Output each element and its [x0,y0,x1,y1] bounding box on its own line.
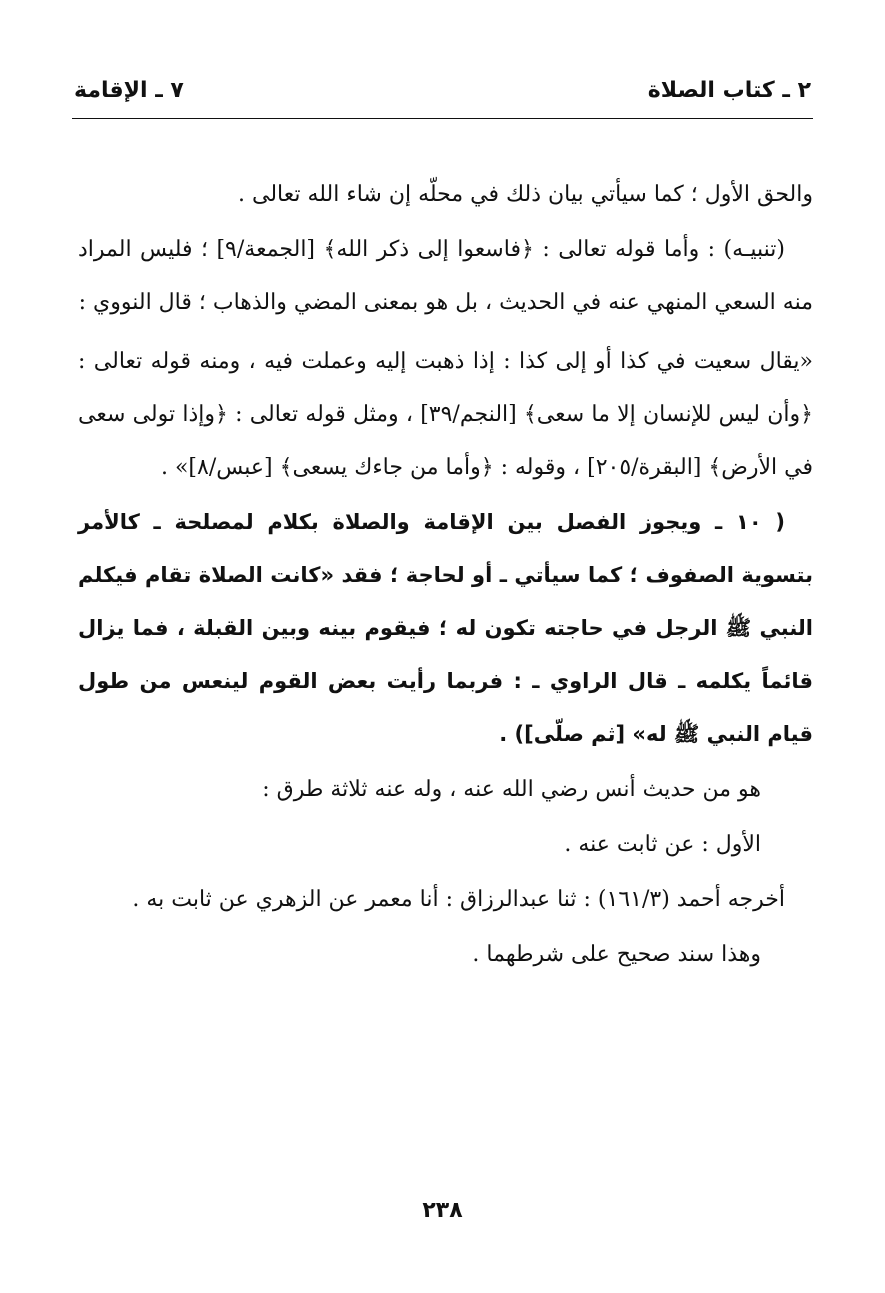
page-number: ٢٣٨ [422,1198,463,1223]
paragraph-first-route: الأول : عن ثابت عنه . [564,832,761,857]
paragraph-note: (تنبيـه) : وأما قوله تعالى : ﴿فاسعوا إلى ذكر الله﴾ [الجمعة/٩] ؛ فليس المراد منه السعي المنهي عنه في الحديث ، بل هو بمعنى المضي والذهاب ؛ قال النووي : [78,237,813,315]
running-header [72,70,813,119]
body-text [78,168,813,981]
paragraph-hadith-source: هو من حديث أنس رضي الله عنه ، وله عنه ثلاثة طرق : [262,777,761,802]
chapter-title: ٧ ـ الإقامة [74,78,184,103]
paragraph-chain-grading: وهذا سند صحيح على شرطهما . [472,942,761,967]
paragraph-nawawi-quote: «يقال سعيت في كذا أو إلى كذا : إذا ذهبت إليه وعملت فيه ، ومنه قوله تعالى : ﴿وأن ليس للإنسان إلا ما سعى﴾ [النجم/٣٩] ، ومثل قوله تعالى : ﴿وإذا تولى سعى في الأرض﴾ [البقرة/٢٠٥] ، وقوله : ﴿وأما من جاءك يسعى﴾ [عبس/٨]» . [78,349,813,480]
book-title: ٢ ـ كتاب الصلاة [647,78,811,103]
paragraph-ahmad-reference: أخرجه أحمد (١٦١/٣) : ثنا عبدالرزاق : أنا معمر عن الزهري عن ثابت به . [132,887,785,912]
paragraph-conclusion: والحق الأول ؛ كما سيأتي بيان ذلك في محلّه إن شاء الله تعالى . [238,182,813,207]
paragraph-rule-10: ( ١٠ ـ ويجوز الفصل بين الإقامة والصلاة بكلام لمصلحة ـ كالأمر بتسوية الصفوف ؛ كما سيأتي ـ أو لحاجة ؛ فقد «كانت الصلاة تقام فيكلم النبي ﷺ الرجل في حاجته تكون له ؛ فيقوم بينه وبين القبلة ، فما يزال قائماً يكلمه ـ قال الراوي ـ : فربما رأيت بعض القوم لينعس من طول قيام النبي ﷺ له» [ثم صلّى]) . [78,510,813,746]
